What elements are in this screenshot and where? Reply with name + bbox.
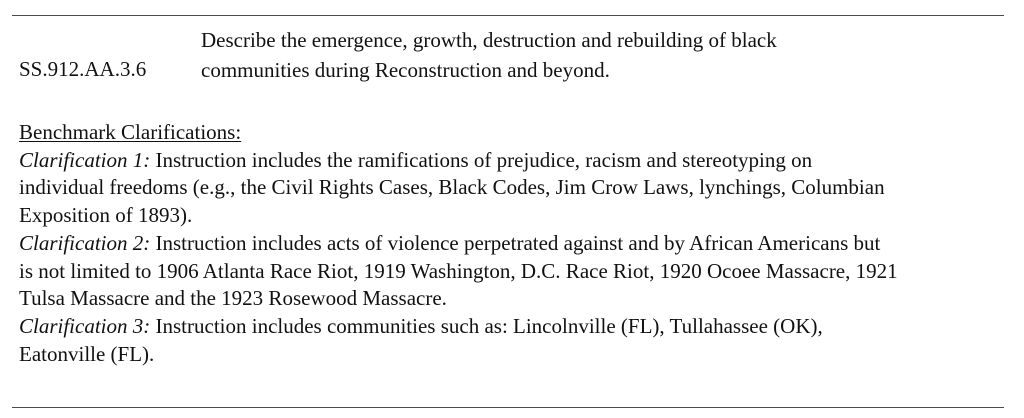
clarification-text: Exposition of 1893). — [19, 203, 193, 228]
description-line: Describe the emergence, growth, destruction and rebuilding of black — [201, 28, 777, 52]
clarification-text: Instruction includes acts of violence perpetrated against and by African Americans but — [150, 230, 881, 255]
clarification-label: Clarification 3: — [19, 313, 151, 338]
clarification-text: Instruction includes the ramifications of prejudice, racism and stereotyping on — [150, 147, 813, 172]
description-line: communities during Reconstruction and beyond. — [201, 58, 610, 82]
top-rule — [12, 15, 1004, 16]
clarification-text: Instruction includes communities such as: Lincolnville (FL), Tullahassee (OK), — [150, 313, 823, 338]
clarification-label: Clarification 2: — [19, 230, 151, 255]
clarification-text: Tulsa Massacre and the 1923 Rosewood Massacre. — [19, 286, 447, 311]
clarifications-heading: Benchmark Clarifications: — [19, 120, 242, 144]
clarification-2 — [19, 230, 898, 258]
clarification-text: is not limited to 1906 Atlanta Race Riot, 1919 Washington, D.C. Race Riot, 1920 Ocoee Massacre, 1921 — [19, 258, 898, 283]
clarification-3 — [19, 313, 898, 341]
clarification-1 — [19, 147, 898, 175]
benchmark-code: SS.912.AA.3.6 — [19, 57, 147, 81]
benchmark-description — [201, 25, 777, 85]
benchmark-clarifications — [19, 119, 898, 368]
clarification-label: Clarification 1: — [19, 147, 151, 172]
bottom-rule — [12, 407, 1004, 408]
clarification-text: individual freedoms (e.g., the Civil Rights Cases, Black Codes, Jim Crow Laws, lynchings, Columbian — [19, 175, 885, 200]
clarification-text: Eatonville (FL). — [19, 341, 155, 366]
